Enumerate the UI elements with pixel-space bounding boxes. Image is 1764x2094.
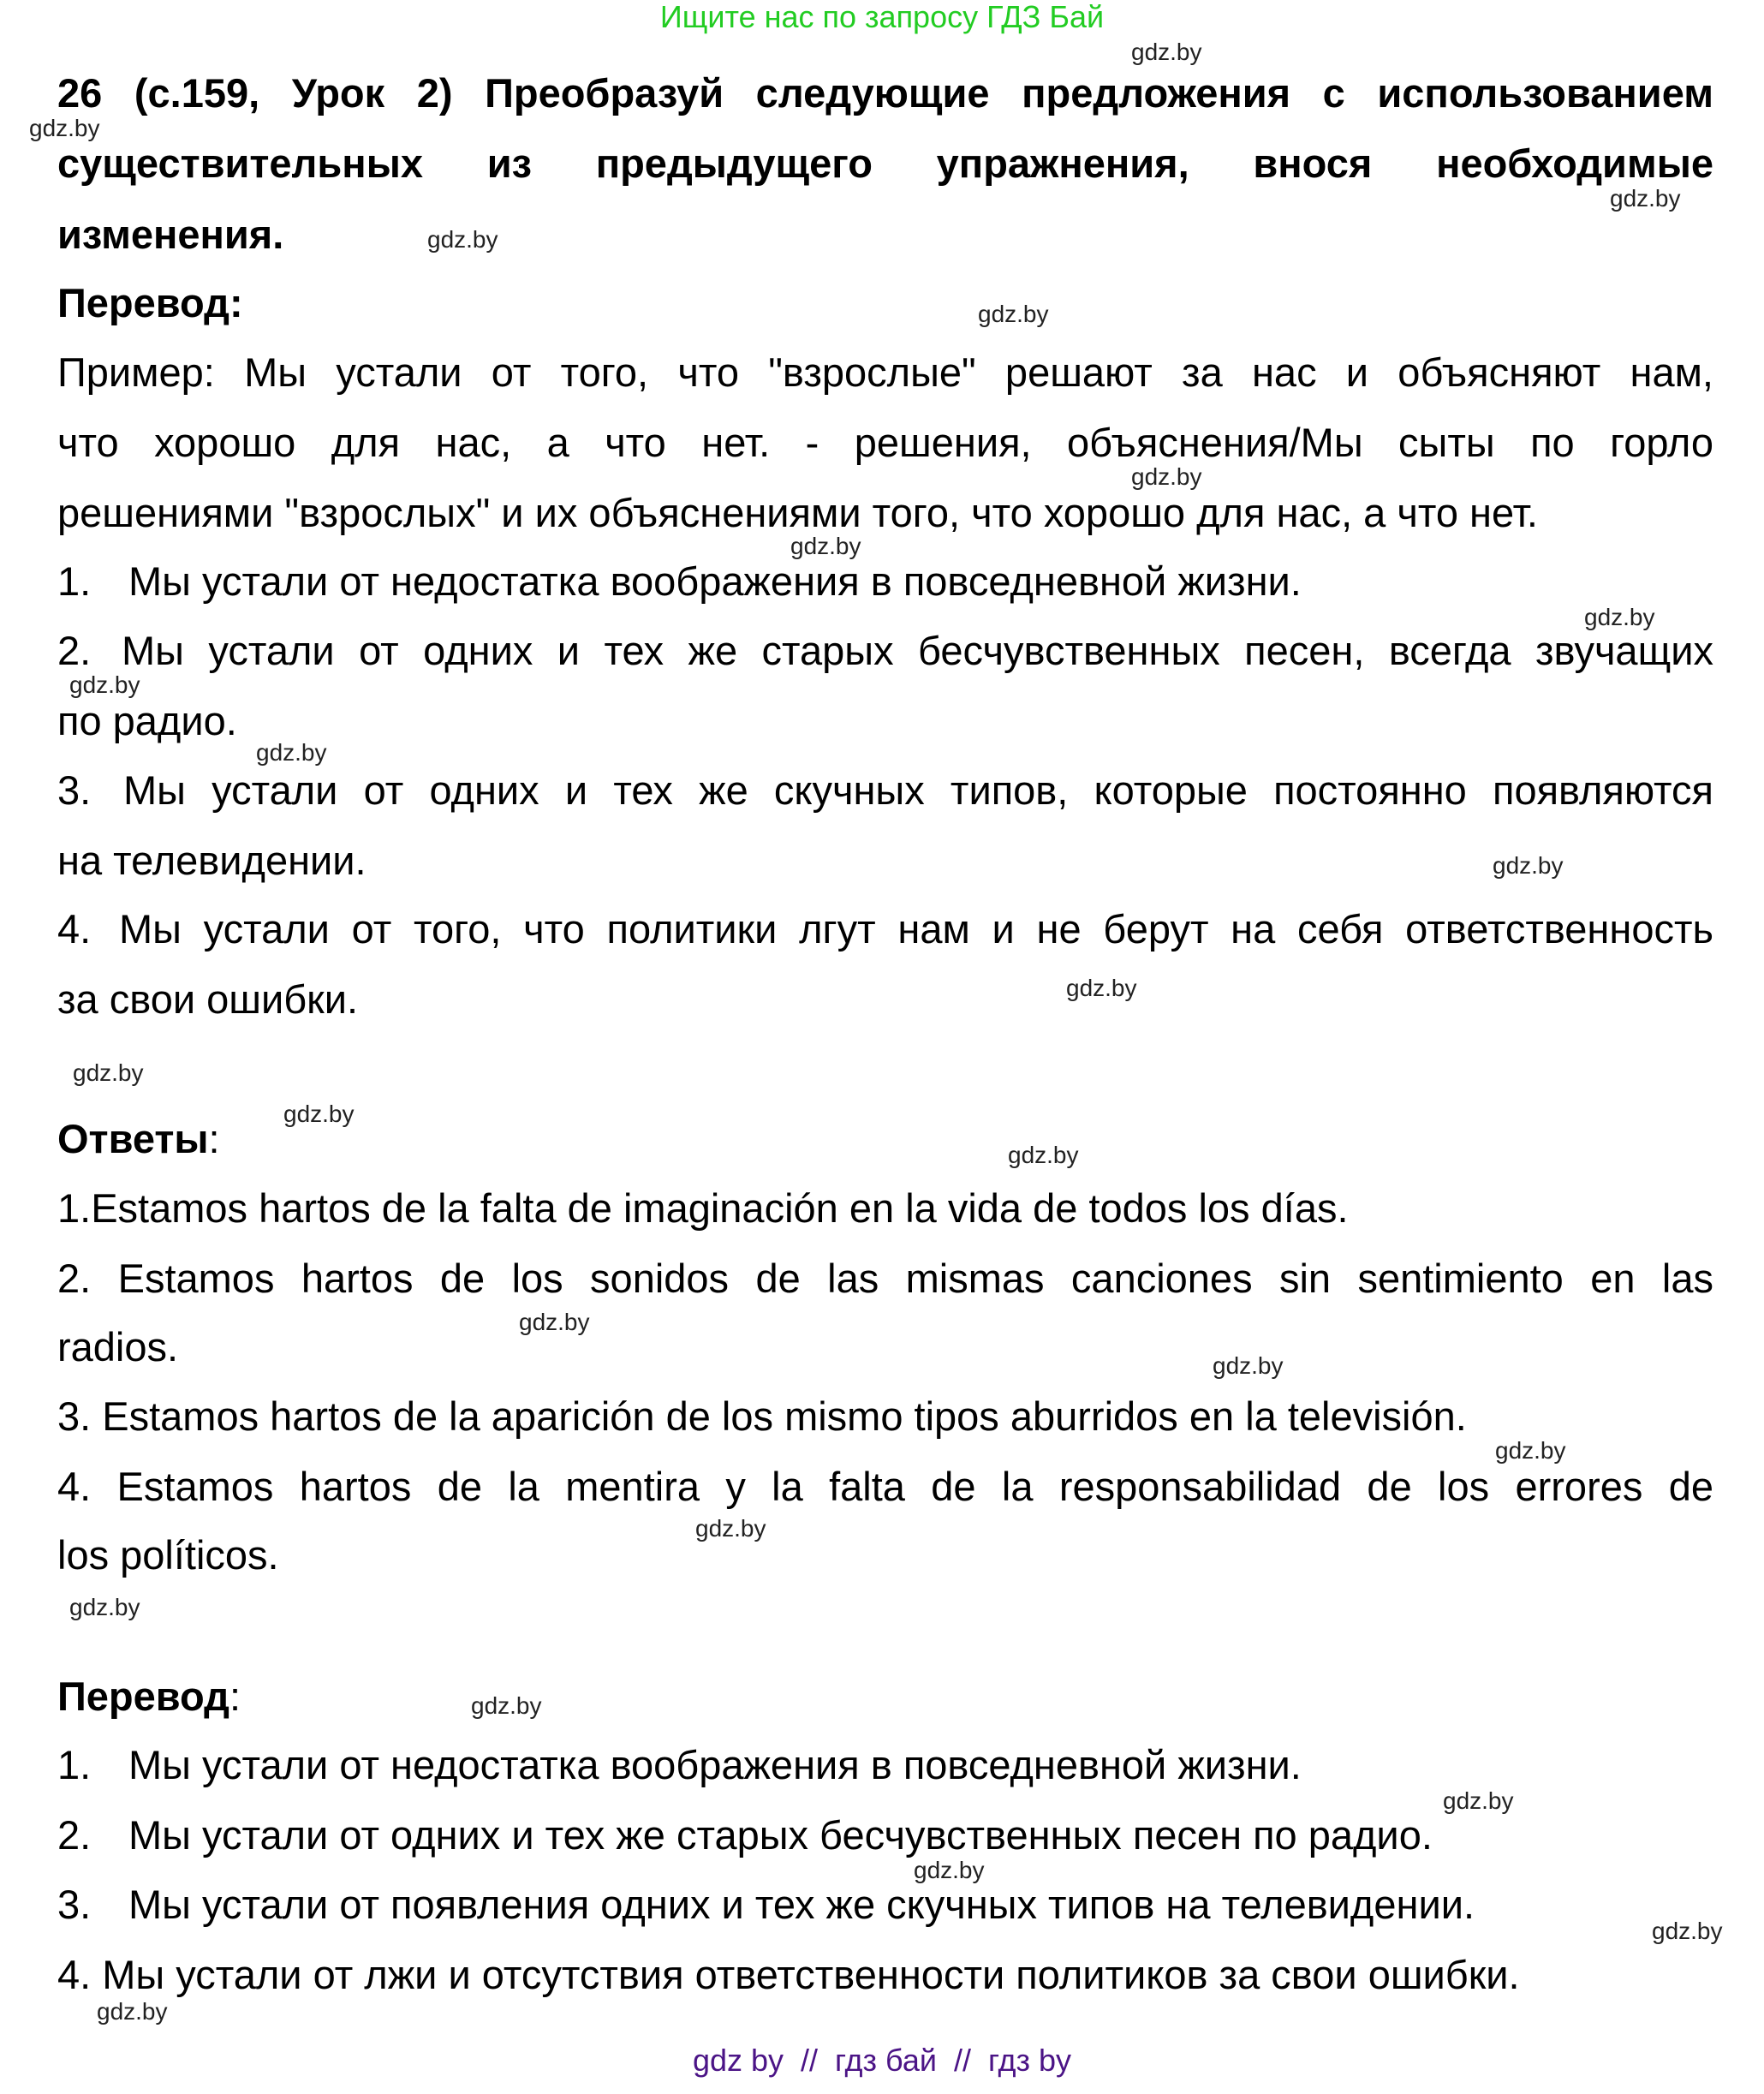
watermark: gdz.by [283, 1101, 355, 1127]
watermark: gdz.by [1495, 1437, 1566, 1464]
task-number: 2. [57, 628, 92, 673]
watermark: gdz.by [790, 533, 861, 559]
translation2-heading-text: Перевод [57, 1673, 229, 1719]
task-item [57, 755, 1713, 825]
answers-heading-text: Ответы [57, 1116, 209, 1161]
watermark: gdz.by [471, 1692, 542, 1719]
watermark: gdz.by [1610, 185, 1681, 212]
watermark: gdz.by [1213, 1352, 1284, 1379]
watermark: gdz.by [29, 115, 100, 141]
translation-heading: Перевод: [57, 280, 243, 325]
example-line-3: решениями "взрослых" и их объяснениями того, что хорошо для нас, а что нет. [57, 490, 1538, 535]
translation2-heading [57, 1661, 1713, 1731]
watermark: gdz.by [914, 1857, 985, 1883]
translation-text: Мы устали от появления одних и тех же скучных типов на телевидении. [128, 1882, 1475, 1927]
watermark: gdz.by [1443, 1787, 1514, 1814]
translation-text: Мы устали от одних и тех же старых бесчувственных песен по радио. [128, 1812, 1433, 1858]
exercise-title-line-2: существительных из предыдущего упражнения, внося необходимые [57, 140, 1713, 186]
exercise-title-line-1: 26 (с.159, Урок 2) Преобразуй следующие предложения с использованием [57, 70, 1713, 116]
translation-number: 3. [57, 1882, 92, 1927]
watermark: gdz.by [1066, 975, 1137, 1001]
watermark: gdz.by [978, 301, 1049, 327]
translation-text: Мы устали от недостатка воображения в повседневной жизни. [128, 1742, 1302, 1787]
task-text: Мы устали от того, что политики лгут нам и не берут на себя ответственность [119, 906, 1713, 952]
example-line-1: Пример: Мы устали от того, что "взрослые" решают за нас и объясняют нам, [57, 349, 1713, 395]
watermark: gdz.by [1584, 604, 1655, 630]
answer-line: 4. Estamos hartos de la mentira y la falta de la responsabilidad de los errores de [57, 1464, 1713, 1509]
exercise-title-line-3: изменения. [57, 212, 284, 257]
answer-line: 2. Estamos hartos de los sonidos de las mismas canciones sin sentimiento en las [57, 1256, 1713, 1301]
watermark: gdz.by [97, 1998, 168, 2025]
answer-line: radios. [57, 1324, 179, 1369]
footer-links[interactable]: gdz by // гдз бай // гдз by [692, 2043, 1072, 2078]
watermark: gdz.by [1008, 1142, 1079, 1168]
task-item [57, 546, 1713, 616]
task-item [57, 894, 1713, 963]
answer-line: 1.Estamos hartos de la falta de imaginación en la vida de todos los días. [57, 1185, 1349, 1231]
task-text: Мы устали от одних и тех же скучных типов, которые постоянно появляются [123, 767, 1713, 813]
answer-line: 3. Estamos hartos de la aparición de los mismo tipos aburridos en la televisión. [57, 1393, 1467, 1439]
watermark: gdz.by [69, 671, 140, 698]
watermark: gdz.by [1493, 852, 1564, 879]
task-item [57, 616, 1713, 685]
task-text-continued: по радио. [57, 698, 237, 743]
translation2-heading-colon: : [229, 1673, 241, 1719]
translation-number: 2. [57, 1812, 92, 1858]
watermark: gdz.by [695, 1515, 766, 1542]
task-text: Мы устали от недостатка воображения в повседневной жизни. [128, 558, 1302, 604]
watermark: gdz.by [1131, 39, 1202, 65]
watermark: gdz.by [519, 1309, 590, 1335]
watermark: gdz.by [1652, 1918, 1723, 1944]
answer-line: los políticos. [57, 1532, 279, 1578]
watermark: gdz.by [73, 1059, 144, 1086]
translation-number: 1. [57, 1742, 92, 1787]
task-text: Мы устали от одних и тех же старых бесчувственных песен, всегда звучащих [122, 628, 1713, 673]
example-line-2: что хорошо для нас, а что нет. - решения, объяснения/Мы сыты по горло [57, 420, 1713, 465]
answers-heading-colon: : [208, 1116, 220, 1161]
watermark: gdz.by [1131, 463, 1202, 490]
task-number: 4. [57, 906, 92, 952]
watermark: gdz.by [256, 739, 327, 766]
watermark: gdz.by [427, 226, 498, 253]
task-text-continued: за свои ошибки. [57, 976, 359, 1022]
translation-item [57, 1870, 1713, 1939]
translation-item: 4. Мы устали от лжи и отсутствия ответственности политиков за свои ошибки. [57, 1952, 1520, 1997]
task-number: 3. [57, 767, 92, 813]
task-text-continued: на телевидении. [57, 838, 367, 883]
watermark: gdz.by [69, 1594, 140, 1620]
task-number: 1. [57, 558, 92, 604]
search-hint-link[interactable]: Ищите нас по запросу ГДЗ Бай [659, 0, 1105, 34]
